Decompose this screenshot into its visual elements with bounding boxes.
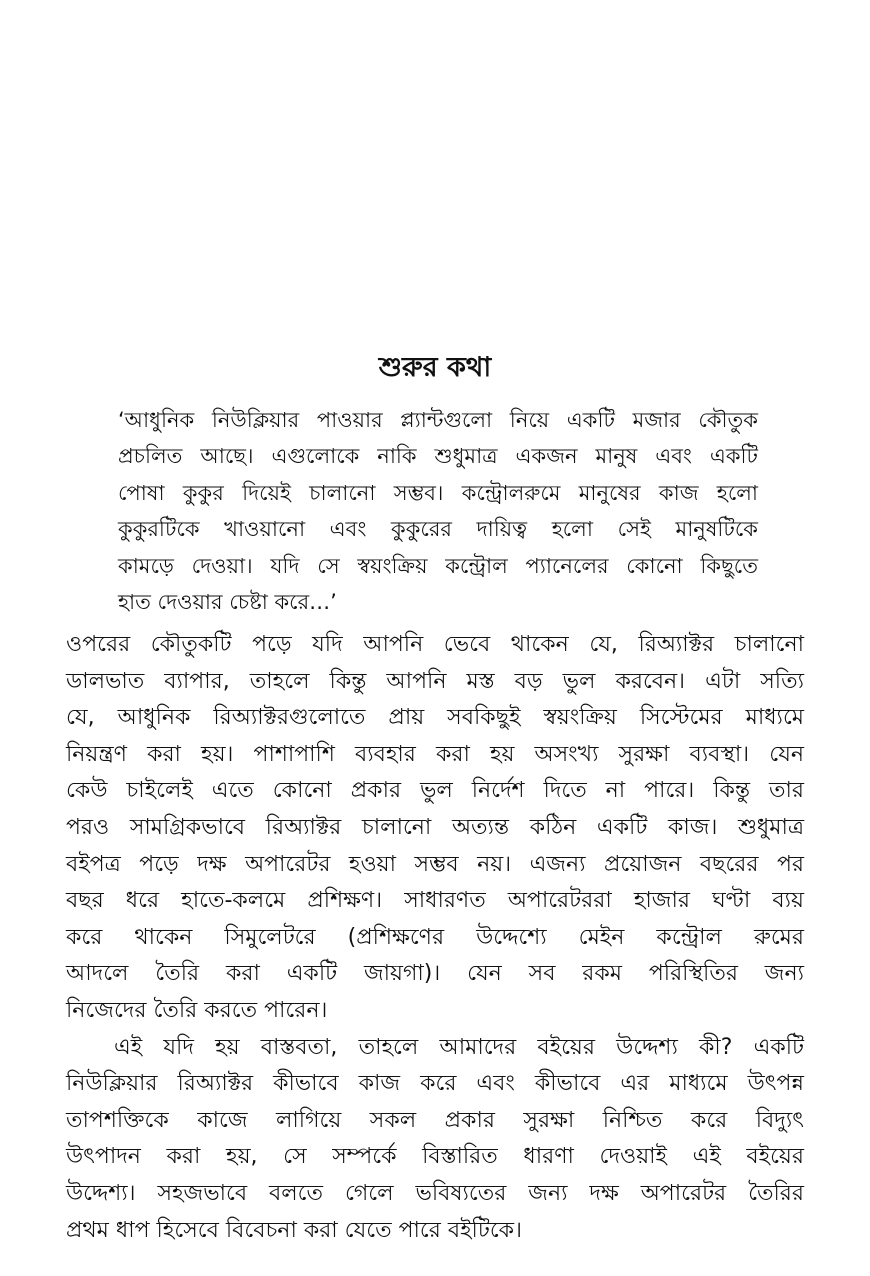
- text-line: ওপরের কৌতুকটি পড়ে যদি আপনি ভেবে থাকেন যে, রিঅ্যাক্টর চালানো: [66, 632, 804, 657]
- text-line: যে, আধুনিক রিঅ্যাক্টরগুলোতে প্রায় সবকিছুই স্বয়ংক্রিয় সিস্টেমের মাধ্যমে: [66, 705, 804, 731]
- text-line: নিয়ন্ত্রণ করা হয়। পাশাপাশি ব্যবহার করা হয় অসংখ্য সুরক্ষা ব্যবস্থা। যেন: [66, 741, 804, 767]
- text-line: বছর ধরে হাতে-কলমে প্রশিক্ষণ। সাধারণত অপারেটররা হাজার ঘণ্টা ব্যয়: [66, 888, 804, 914]
- text-line: নিজেদের তৈরি করতে পারেন।: [66, 997, 328, 1023]
- text-line: এই যদি হয় বাস্তবতা, তাহলে আমাদের বইয়ের উদ্দেশ্য কী? একটি: [114, 1034, 804, 1060]
- text-line: ডালভাত ব্যাপার, তাহলে কিন্তু আপনি মস্ত বড় ভুল করবেন। এটা সত্যি: [66, 668, 804, 694]
- text-line: উৎপাদন করা হয়, সে সম্পর্কে বিস্তারিত ধারণা দেওয়াই এই বইয়ের: [66, 1144, 804, 1170]
- text-line: তাপশক্তিকে কাজে লাগিয়ে সকল প্রকার সুরক্ষা নিশ্চিত করে বিদ্যুৎ: [66, 1107, 804, 1133]
- section-heading: শুরুর কথা: [378, 352, 492, 383]
- text-line: আদলে তৈরি করা একটি জায়গা)। যেন সব রকম পরিস্থিতির জন্য: [66, 961, 804, 987]
- text-line: উদ্দেশ্য। সহজভাবে বলতে গেলে ভবিষ্যতের জন্য দক্ষ অপারেটর তৈরির: [66, 1180, 804, 1206]
- paragraph-2: [66, 1030, 804, 1250]
- epigraph-quote: [118, 402, 758, 620]
- text-line: বইপত্র পড়ে দক্ষ অপারেটর হওয়া সম্ভব নয়। এজন্য প্রয়োজন বছরের পর: [66, 851, 804, 877]
- quote-line: হাত দেওয়ার চেষ্টা করে…’: [118, 589, 337, 614]
- text-line: নিউক্লিয়ার রিঅ্যাক্টর কীভাবে কাজ করে এবং কীভাবে এর মাধ্যমে উৎপন্ন: [66, 1071, 804, 1097]
- text-line: কেউ চাইলেই এতে কোনো প্রকার ভুল নির্দেশ দিতে না পারে। কিন্তু তার: [66, 778, 804, 804]
- paragraph-1: [66, 627, 804, 1030]
- quote-line: কামড়ে দেওয়া। যদি সে স্বয়ংক্রিয় কন্ট্রোল প্যানেলের কোনো কিছুতে: [118, 553, 758, 578]
- text-line: করে থাকেন সিমুলেটরে (প্রশিক্ষণের উদ্দেশ্যে মেইন কন্ট্রোল রুমের: [66, 924, 804, 950]
- text-line: প্রথম ধাপ হিসেবে বিবেচনা করা যেতে পারে বইটিকে।: [66, 1217, 522, 1243]
- text-line: পরও সামগ্রিকভাবে রিঅ্যাক্টর চালানো অত্যন্ত কঠিন একটি কাজ। শুধুমাত্র: [66, 814, 804, 840]
- quote-line: পোষা কুকুর দিয়েই চালানো সম্ভব। কন্ট্রোলরুমে মানুষের কাজ হলো: [118, 480, 758, 505]
- quote-line: কুকুরটিকে খাওয়ানো এবং কুকুরের দায়িত্ব হলো সেই মানুষটিকে: [118, 517, 758, 542]
- quote-line: প্রচলিত আছে। এগুলোকে নাকি শুধুমাত্র একজন মানুষ এবং একটি: [118, 444, 758, 469]
- quote-line: ‘আধুনিক নিউক্লিয়ার পাওয়ার প্ল্যান্টগুলো নিয়ে একটি মজার কৌতুক: [118, 408, 758, 432]
- body-text: [66, 627, 804, 1249]
